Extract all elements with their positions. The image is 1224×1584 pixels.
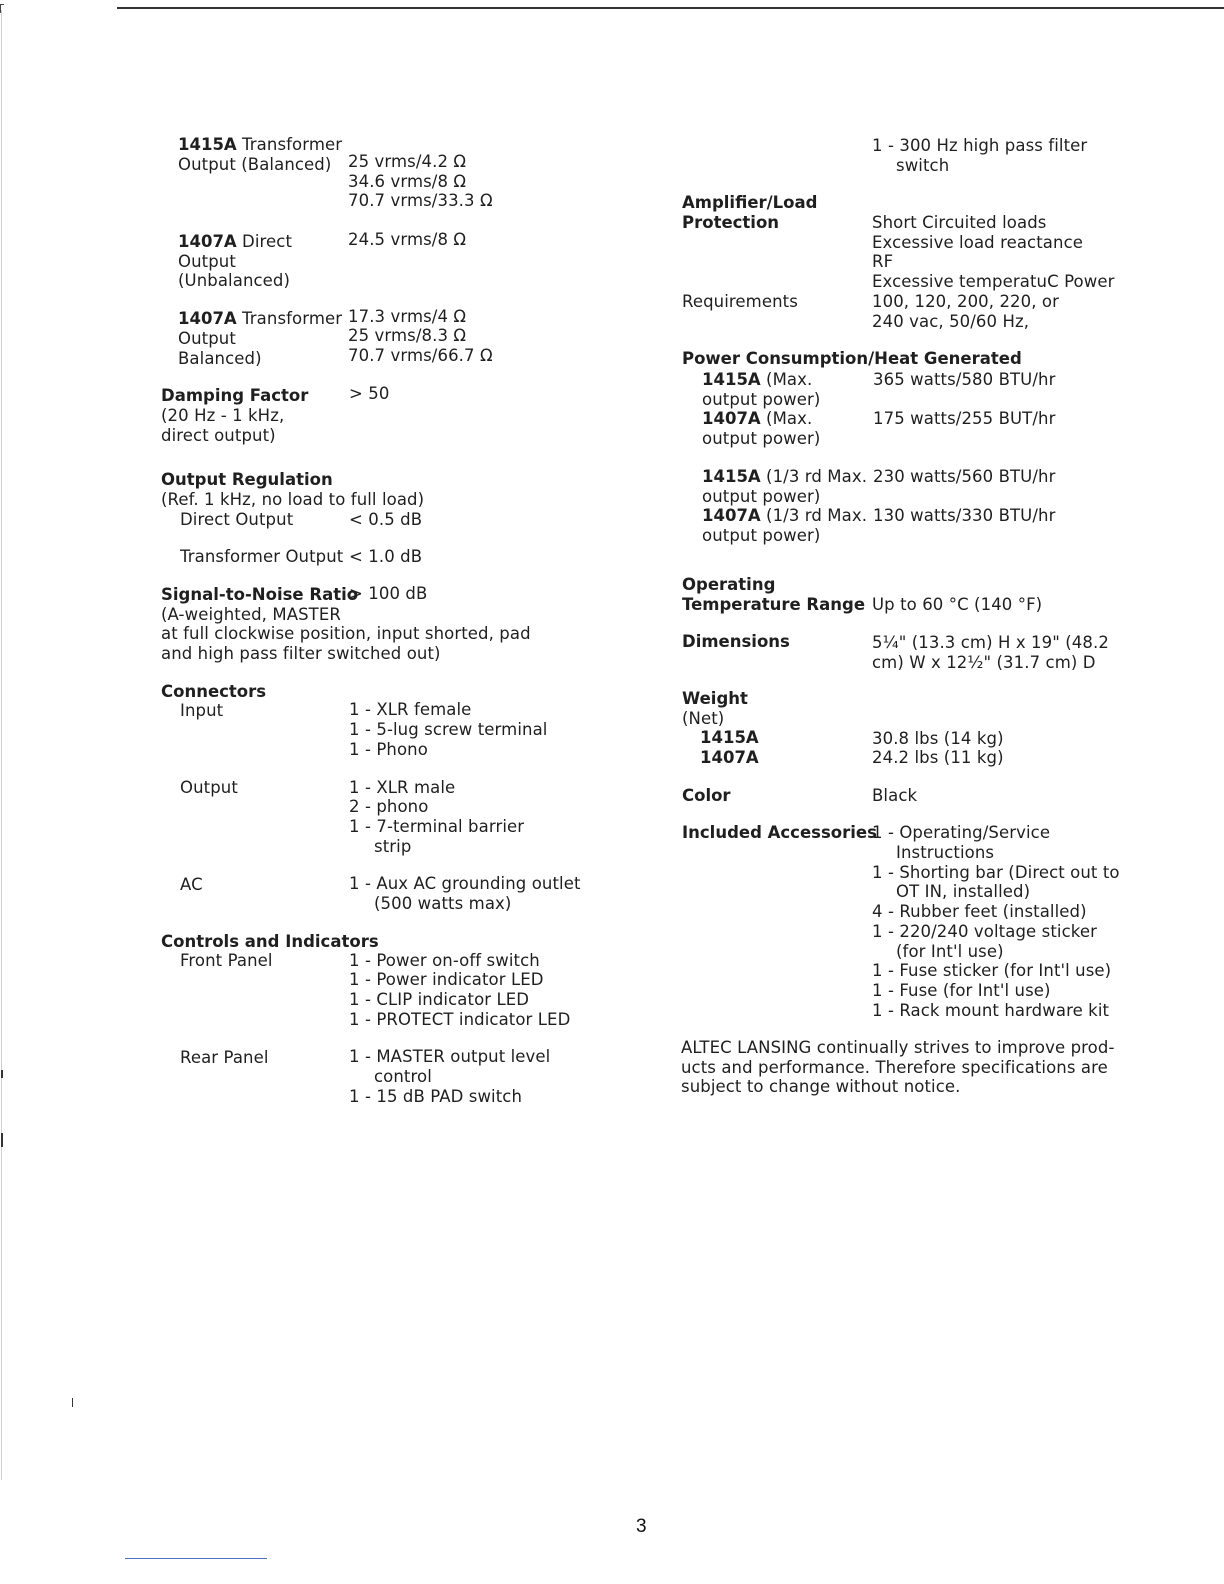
spec-label: Output bbox=[180, 778, 238, 797]
model-number: 1407A bbox=[700, 748, 759, 767]
spec-value: 17.3 vrms/4 Ω bbox=[348, 307, 467, 326]
spec-label: Output bbox=[178, 329, 236, 348]
list-item: 2 - phono bbox=[349, 797, 429, 816]
section-heading: Temperature Range bbox=[682, 595, 866, 614]
spec-label bbox=[702, 467, 867, 487]
model-number: 1415A bbox=[702, 370, 761, 389]
list-item: 1 - Fuse sticker (for Int'l use) bbox=[872, 961, 1112, 980]
model-number: 1407A bbox=[702, 409, 761, 428]
spec-value: 30.8 lbs (14 kg) bbox=[872, 729, 1004, 748]
spec-value: < 0.5 dB bbox=[349, 510, 423, 529]
spec-label: output power) bbox=[702, 526, 821, 545]
list-item: 1 - Aux AC grounding outlet bbox=[349, 874, 581, 893]
spec-label bbox=[702, 409, 812, 429]
page-number: 3 bbox=[636, 1516, 647, 1537]
spec-value: Black bbox=[872, 786, 918, 805]
spec-label: output power) bbox=[702, 429, 821, 448]
spec-value: 70.7 vrms/66.7 Ω bbox=[348, 346, 493, 365]
list-item: switch bbox=[896, 156, 950, 175]
list-item: RF bbox=[872, 252, 894, 271]
model-number: 1407A bbox=[702, 506, 761, 525]
notice-line: ALTEC LANSING continually strives to improve prod- bbox=[681, 1038, 1115, 1057]
list-item: Excessive load reactance bbox=[872, 233, 1083, 252]
spec-label: Transformer Output bbox=[180, 547, 344, 566]
list-item: 1 - 5-lug screw terminal bbox=[349, 720, 548, 739]
spec-note: (Ref. 1 kHz, no load to full load) bbox=[161, 490, 425, 509]
section-heading: Signal-to-Noise Ratio bbox=[161, 585, 359, 604]
spec-note: (20 Hz - 1 kHz, bbox=[161, 406, 285, 425]
spec-value: 175 watts/255 BUT/hr bbox=[873, 409, 1056, 428]
model-number: 1415A bbox=[702, 467, 761, 486]
list-item: Instructions bbox=[896, 843, 995, 862]
spec-label bbox=[178, 232, 292, 252]
spec-label bbox=[178, 309, 342, 329]
spec-value: > 100 dB bbox=[349, 584, 428, 603]
section-heading: Output Regulation bbox=[161, 470, 333, 489]
section-heading: Protection bbox=[682, 213, 780, 232]
list-item: 1 - 15 dB PAD switch bbox=[349, 1087, 523, 1106]
section-heading: Amplifier/Load bbox=[682, 193, 818, 212]
spec-label: Output bbox=[178, 252, 236, 271]
notice-line: subject to change without notice. bbox=[681, 1077, 961, 1096]
list-item: 1 - XLR male bbox=[349, 778, 456, 797]
spec-value: 25 vrms/4.2 Ω bbox=[348, 152, 467, 171]
scan-mark bbox=[72, 1398, 73, 1407]
model-number: 1415A bbox=[700, 728, 759, 747]
spec-value: 365 watts/580 BTU/hr bbox=[873, 370, 1056, 389]
list-item: (500 watts max) bbox=[374, 894, 512, 913]
scan-mark bbox=[1, 1070, 3, 1078]
spec-label: Input bbox=[180, 701, 224, 720]
spec-label: Balanced) bbox=[178, 349, 262, 368]
list-item: control bbox=[374, 1067, 432, 1086]
model-number: 1407A bbox=[178, 309, 237, 328]
section-heading: Dimensions bbox=[682, 632, 790, 651]
scan-mark bbox=[1, 1133, 3, 1147]
spec-value: 240 vac, 50/60 Hz, bbox=[872, 312, 1030, 331]
notice-line: ucts and performance. Therefore specifications are bbox=[681, 1058, 1108, 1077]
spec-note: (A-weighted, MASTER bbox=[161, 605, 341, 624]
spec-value: < 1.0 dB bbox=[349, 547, 423, 566]
label-text: Transformer bbox=[236, 135, 343, 154]
list-item: 1 - Shorting bar (Direct out to bbox=[872, 863, 1120, 882]
spec-value: cm) W x 12½" (31.7 cm) D bbox=[872, 653, 1096, 672]
spec-value: 34.6 vrms/8 Ω bbox=[348, 172, 467, 191]
label-text: (1/3 rd Max. bbox=[760, 506, 868, 525]
spec-value: 25 vrms/8.3 Ω bbox=[348, 326, 467, 345]
list-item: 1 - MASTER output level bbox=[349, 1047, 551, 1066]
spec-label bbox=[178, 135, 342, 155]
list-item: OT IN, installed) bbox=[896, 882, 1031, 901]
list-item: 1 - Rack mount hardware kit bbox=[872, 1001, 1110, 1020]
spec-label: output power) bbox=[702, 390, 821, 409]
spec-value: > 50 bbox=[349, 384, 390, 403]
spec-note: (Net) bbox=[682, 709, 725, 728]
spec-label: output power) bbox=[702, 487, 821, 506]
spec-note: direct output) bbox=[161, 426, 276, 445]
spec-value: 70.7 vrms/33.3 Ω bbox=[348, 191, 493, 210]
spec-note: and high pass filter switched out) bbox=[161, 644, 441, 663]
list-item: 4 - Rubber feet (installed) bbox=[872, 902, 1087, 921]
list-item: 1 - Power on-off switch bbox=[349, 951, 540, 970]
top-rule bbox=[117, 7, 1224, 9]
list-item: 1 - XLR female bbox=[349, 700, 472, 719]
bottom-underline bbox=[125, 1558, 267, 1559]
spec-label: Direct Output bbox=[180, 510, 294, 529]
label-text: Transformer bbox=[236, 309, 343, 328]
spec-label: Output (Balanced) bbox=[178, 155, 332, 174]
list-item: 1 - CLIP indicator LED bbox=[349, 990, 530, 1009]
spec-note: at full clockwise position, input shorted, pad bbox=[161, 624, 531, 643]
spec-label bbox=[702, 506, 867, 526]
section-heading: Weight bbox=[682, 689, 748, 708]
list-item: 1 - Operating/Service bbox=[872, 823, 1051, 842]
section-heading: Operating bbox=[682, 575, 776, 594]
label-text: (1/3 rd Max. bbox=[760, 467, 868, 486]
spec-value: Up to 60 °C (140 °F) bbox=[872, 595, 1043, 614]
section-heading: Included Accessories bbox=[682, 823, 877, 842]
list-item: 1 - 7-terminal barrier bbox=[349, 817, 525, 836]
label-text: (Max. bbox=[760, 409, 813, 428]
list-item: strip bbox=[374, 837, 412, 856]
list-item: 1 - Power indicator LED bbox=[349, 970, 544, 989]
spec-value: 230 watts/560 BTU/hr bbox=[873, 467, 1056, 486]
spec-value: 130 watts/330 BTU/hr bbox=[873, 506, 1056, 525]
list-item: Short Circuited loads bbox=[872, 213, 1047, 232]
list-item: 1 - 300 Hz high pass filter bbox=[872, 136, 1088, 155]
label-text: Direct bbox=[236, 232, 293, 251]
model-number: 1415A bbox=[178, 135, 237, 154]
scan-edge-line bbox=[1, 10, 2, 1480]
spec-value: 5¼" (13.3 cm) H x 19" (48.2 bbox=[872, 633, 1109, 652]
spec-value: 100, 120, 200, 220, or bbox=[872, 292, 1060, 311]
spec-label: Requirements bbox=[682, 292, 798, 311]
list-item: 1 - 220/240 voltage sticker bbox=[872, 922, 1097, 941]
label-text: (Max. bbox=[760, 370, 813, 389]
list-item: (for Int'l use) bbox=[896, 942, 1004, 961]
spec-label: (Unbalanced) bbox=[178, 271, 291, 290]
section-heading: Power Consumption/Heat Generated bbox=[682, 349, 1022, 368]
model-number: 1407A bbox=[178, 232, 237, 251]
list-item: 1 - PROTECT indicator LED bbox=[349, 1010, 571, 1029]
spec-label bbox=[702, 370, 812, 390]
list-item: 1 - Phono bbox=[349, 740, 428, 759]
list-item: 1 - Fuse (for Int'l use) bbox=[872, 981, 1051, 1000]
spec-value: 24.2 lbs (11 kg) bbox=[872, 748, 1004, 767]
section-heading: Damping Factor bbox=[161, 386, 309, 405]
spec-value: 24.5 vrms/8 Ω bbox=[348, 230, 467, 249]
spec-label: AC bbox=[180, 875, 203, 894]
spec-label: Rear Panel bbox=[180, 1048, 269, 1067]
section-heading: Connectors bbox=[161, 682, 267, 701]
section-heading: Color bbox=[682, 786, 731, 805]
spec-label: Front Panel bbox=[180, 951, 273, 970]
list-item: Excessive temperatuC Power bbox=[872, 272, 1115, 291]
section-heading: Controls and Indicators bbox=[161, 932, 379, 951]
